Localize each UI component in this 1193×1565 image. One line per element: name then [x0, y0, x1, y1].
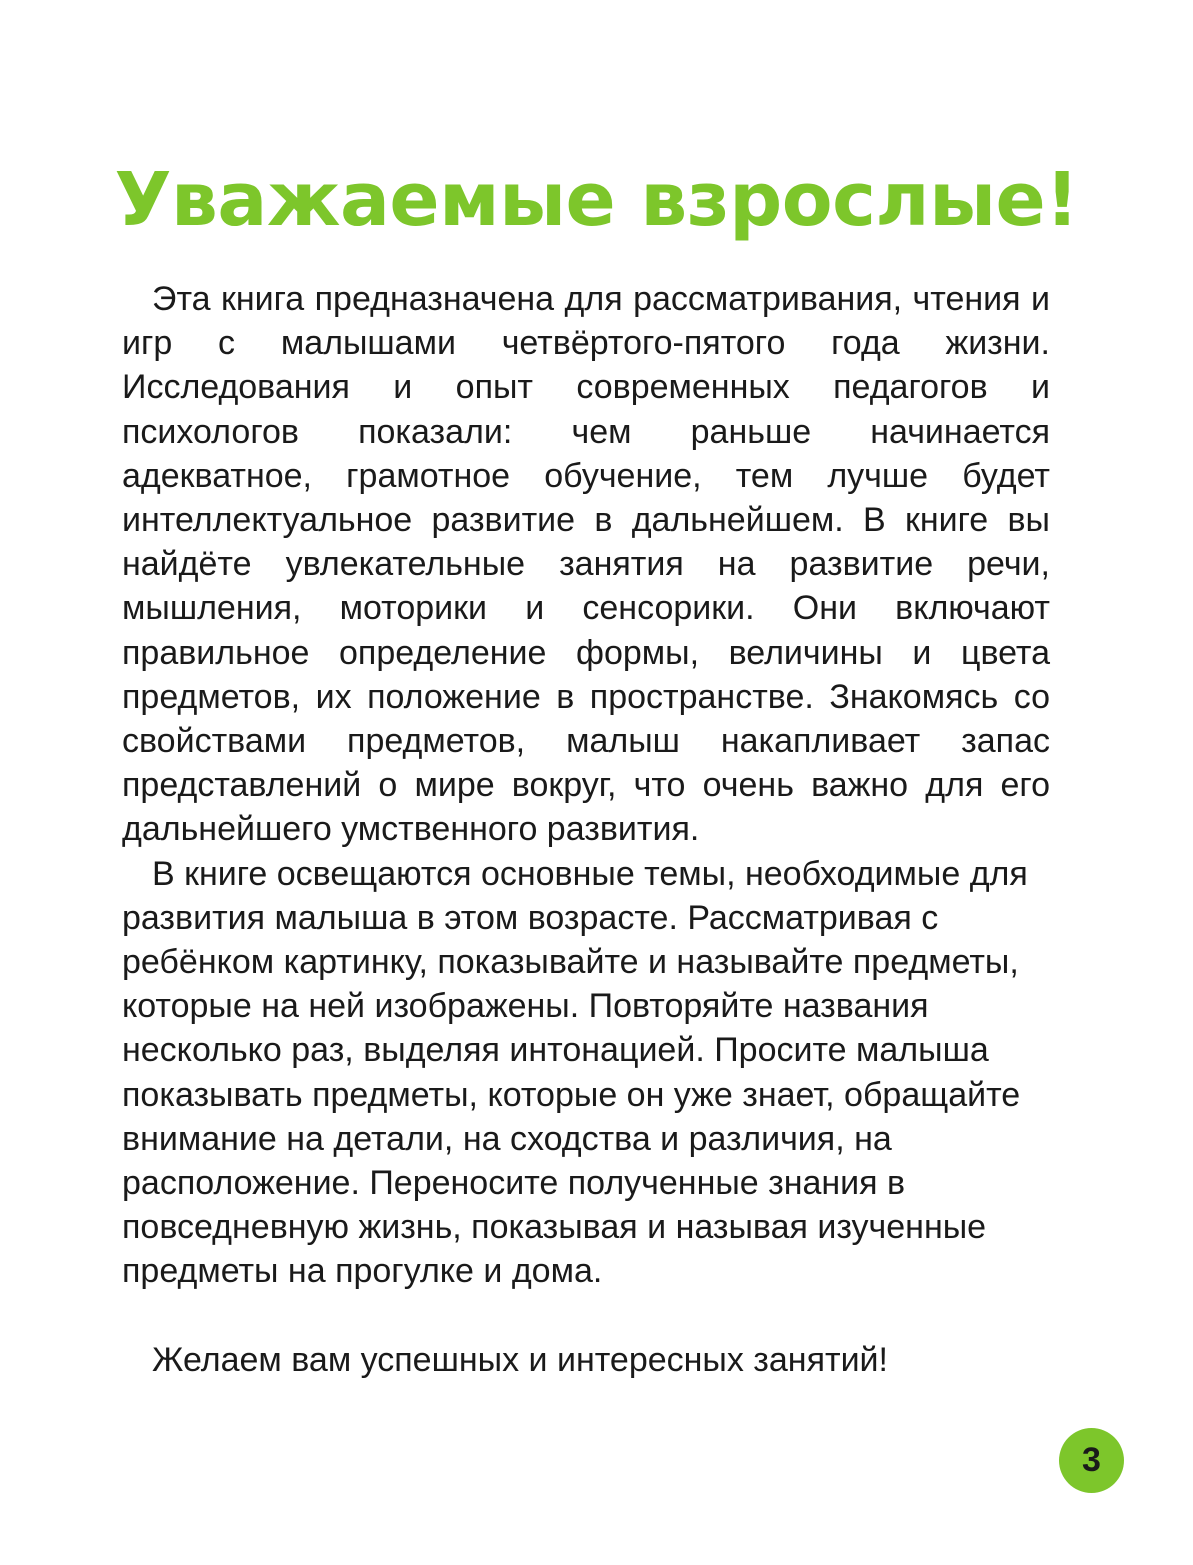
- page-title: Уважаемые взрослые!: [114, 156, 1079, 243]
- page-number-text: 3: [1082, 1440, 1101, 1479]
- body-paragraph: В книге освещаются основные темы, необходимые для развития малыша в этом возрасте. Рассматривая с ребёнком картинку, показывайте и называйте предметы, которые на ней изображены. Повторяйте названия несколько раз, выделяя интонацией. Просите малыша показывать предметы, которые он уже знает, обращайте внимание на детали, на сходства и различия, на расположение. Переносите полученные знания в повседневную жизнь, показывая и называя изученные предметы на прогулке и дома.: [122, 854, 1028, 1291]
- body-paragraph: Эта книга предназначена для рассматривания, чтения и игр с малышами четвёртого-пятого года жизни. Исследования и опыт современных педагогов и психологов показали: чем раньше начинается адекватное, грамотное обучение, тем лучше будет интеллектуальное развитие в дальнейшем. В книге вы найдёте увлекательные занятия на развитие речи, мышления, моторики и сенсорики. Они включают правильное определение формы, величины и цвета предметов, их положение в пространстве. Знакомясь со свойствами предметов, малыш накапливает запас представлений о мире вокруг, что очень важно для его дальнейшего умственного развития.: [122, 280, 1050, 849]
- page-number-badge: [1059, 1428, 1124, 1493]
- body-text-column: [122, 277, 1050, 1382]
- closing-line: Желаем вам успешных и интересных занятий!: [152, 1340, 888, 1379]
